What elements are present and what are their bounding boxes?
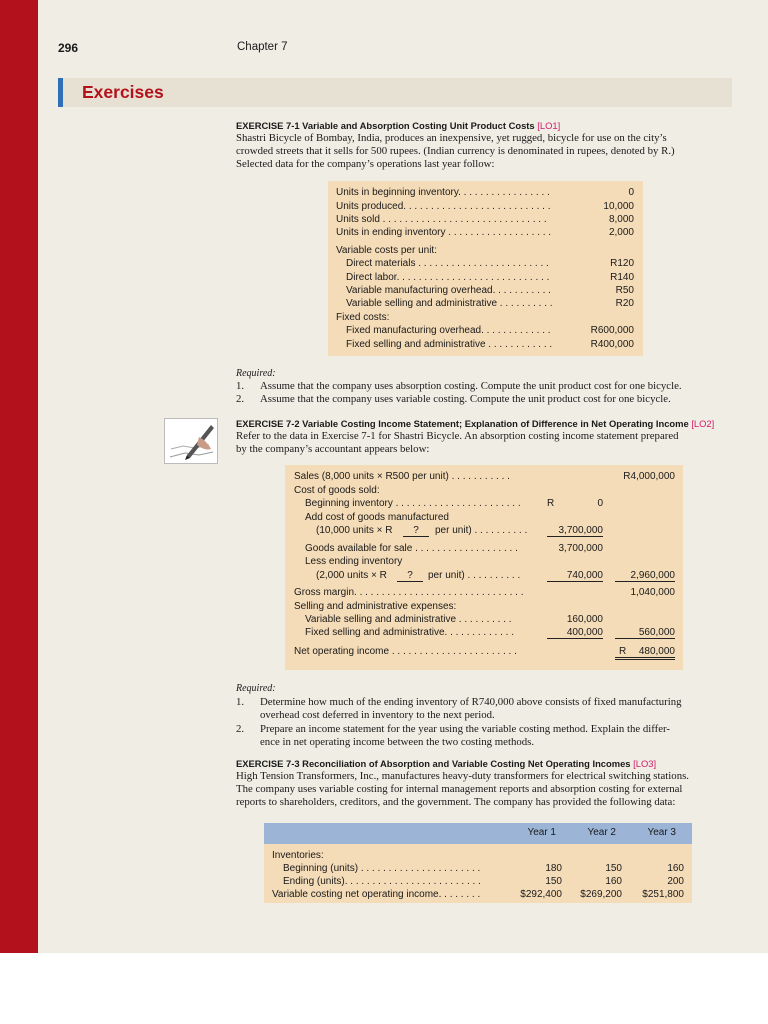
learning-objective-link[interactable]: [LO1] [537, 120, 561, 131]
paragraph-line: Shastri Bicycle of Bombay, India, produces an inexpensive, yet rugged, bicycle for use on the city’s [236, 132, 667, 144]
paragraph-line: Refer to the data in Exercise 7-1 for Shastri Bicycle. An absorption costing income statement prepared [236, 430, 679, 442]
data-row: Units in beginning inventory. . . . . . . . . . . . . . . . . 0 [336, 187, 634, 198]
table-row: Ending (units). . . . . . . . . . . . . . . . . . . . . . . . . 150 160 200 [283, 876, 684, 887]
learning-objective-link[interactable]: [LO2] [691, 418, 715, 429]
paragraph-line: crowded streets that it sells for 500 rupees. (Indian currency is denominated in rupees, denoted by R.) [236, 145, 675, 157]
bicycle-data-box [328, 181, 643, 356]
data-row: Variable selling and administrative . . . . . . . . . . R20 [346, 298, 634, 309]
section-banner [58, 78, 732, 107]
learning-objective-link[interactable]: [LO3] [633, 758, 657, 769]
exercise-7-1-heading [236, 120, 560, 131]
section-title: Exercises [82, 82, 164, 102]
data-row: Variable costs per unit: [336, 245, 437, 256]
banner-accent [58, 78, 63, 107]
data-row: Variable manufacturing overhead. . . . . . . . . . . R50 [346, 285, 634, 296]
data-row: Units produced. . . . . . . . . . . . . . . . . . . . . . . . . . . 10,000 [336, 201, 634, 212]
statement-value: 480,000 [615, 646, 675, 660]
table-header [264, 823, 692, 844]
exercise-7-2-title: EXERCISE 7-2 Variable Costing Income Statement; Explanation of Difference in Net Operating Income [236, 418, 689, 429]
data-row: Units in ending inventory . . . . . . . . . . . . . . . . . . . 2,000 [336, 227, 634, 238]
statement-value: 160,000 [566, 614, 603, 625]
exercise-7-2-heading [236, 418, 714, 429]
page-edge-bar [0, 0, 38, 953]
paragraph-line: reports to shareholders, creditors, and the government. The company has provided the following data: [236, 796, 676, 808]
page-number: 296 [58, 41, 79, 55]
column-header: Year 1 [527, 827, 556, 838]
statement-value: 3,700,000 [547, 525, 603, 537]
exercise-7-1-title: EXERCISE 7-1 Variable and Absorption Costing Unit Product Costs [236, 120, 535, 131]
data-row: Fixed costs: [336, 312, 390, 323]
table-row: Variable costing net operating income. . . . . . . . $292,400 $269,200 $251,800 [272, 889, 684, 900]
statement-value: R4,000,000 [623, 471, 675, 482]
table-row: Beginning (units) . . . . . . . . . . . . . . . . . . . . . . 180 150 160 [283, 863, 684, 874]
exercise-7-3-title: EXERCISE 7-3 Reconciliation of Absorption and Variable Costing Net Operating Incomes [236, 758, 631, 769]
transformer-data-table: Year 1 Year 2 Year 3 Inventories: Beginning (units) . . . . . . . . . . . . . . . . . . . . . . 180 150 160 Ending (units). . . . . . . . . . . . . . . . . . . . . . . . . 150 160 200 Variable costing net operating income. . . . . . . . $292,400 $269,200 $251,800 [264, 823, 692, 903]
required-label: Required: [236, 368, 276, 379]
exercise-7-1-intro [236, 132, 736, 171]
exercise-7-3-heading [236, 758, 656, 769]
textbook-page: 296 Chapter 7 Exercises EXERCISE 7-1 Variable and Absorption Costing Unit Product Costs [LO1] Shastri Bicycle of Bombay, India, produces an inexpensive, yet rugged, bicycle for use on the city’s crowded streets that it sells for 500 rupees. (Indian currency is denominated in rupees, denoted by R.) Selected data for the company’s operations last year follow: Units in beginning inventory. . . . . . . . . . . . . . . . . 0 Units produced. . . . . . . . . . . . . . . . . . . . . . . . . . . 10,000 Units sold . . . . . . . . . . . . . . . . . . . . . . . . . . . . . . 8,000 Units in ending inventory . . . . . . . . . . . . . . . . . . . 2,000 Variable costs per unit: Direct materials . . . . . . . . . . . . . . . . . . . . . . . . R120 Direct labor. . . . . . . . . . . . . . . . . . . . . . . . . . . . R140 Variable manufacturing overhead. . . . . . . . . . . R50 Variable selling and administrative . . . . . . . . . . R20 Fixed costs: Fixed manufacturing overhead. . . . . . . . . . . . . R600,000 Fixed selling and administrative . . . . . . . . . . . . R400,000 Required: 1. Assume that the company uses absorption costing. Compute the unit product cost for one bicycle. 2. Assume that the company uses variable costing. Compute the unit product cost for one bicycle. EXERCISE 7-2 Variable Costing Income Statement; Explanation of Difference in Net Operating Income [LO2] Refer to the data in Exercise 7-1 for Shastri Bicycle. An absorption costing income statement prepared by the company’s accountant appears below: Sales (8,000 units × R500 per unit) . . . . . . . . . . . R4,000,000 Cost of goods sold: Beginning inventory . . . . . . . . . . . . . . . . . . . . . . . R 0 Add cost of goods manufactured (10,000 units × R ? per unit) . . . . . . . . . . 3,700,000 Goods available for sale . . . . . . . . . . . . . . . . . . . 3,700,000 Less ending inventory (2,000 units × R ? per unit) . . . . . . . . . . 740,000 2,960,000 Gross margin. . . . . . . . . . . . . . . . . . . . . . . . . . . . . . . 1,040,000 Selling and administrative expenses: Variable selling and administrative . . . . . . . . . . 160,000 Fixed selling and administrative. . . . . . . . . . . . . 400,000 560,000 Net operating income . . . . . . . . . . . . . . . . . . . . . . . R 480,000 Required: 1. Determine how much of the ending inventory of R740,000 above consists of fixed manufacturing overhead cost deferred in inventory to the next period. 2. Prepare an income statement for the year using the variable costing method. Explain the differ- ence in net operating income between the two costing methods. EXERCISE 7-3 Reconciliation of Absorption and Variable Costing Net Operating Incomes [LO3] High Tension Transformers, Inc., manufactures heavy-duty transformers for electrical switching stations. The company uses variable costing for internal management reports and absorption costing for external reports to shareholders, creditors, and the government. The company has provided the following data: Year 1 Year 2 Year 3 Inventories: Beginning (units) . . . . . . . . . . . . . . . . . . . . . . 180 150 160 Ending (units). . . . . . . . . . . . . . . . . . . . . . . . . 150 160 200 Variable costing net operating income. . . . . . . . $292,400 $269,200 $251,800 [0, 0, 768, 953]
paragraph-line: by the company’s accountant appears below: [236, 443, 430, 455]
column-header: Year 2 [587, 827, 616, 838]
exercise-7-2-intro [236, 430, 736, 456]
income-statement-box: Sales (8,000 units × R500 per unit) . . . . . . . . . . . R4,000,000 Cost of goods sold: Beginning inventory . . . . . . . . . . . . . . . . . . . . . . . R 0 Add cost of goods manufactured (10,000 units × R ? per unit) . . . . . . . . . . 3,700,000 Goods available for sale . . . . . . . . . . . . . . . . . . . 3,700,000 Less ending inventory (2,000 units × R ? per unit) . . . . . . . . . . 740,000 2,960,000 Gross margin. . . . . . . . . . . . . . . . . . . . . . . . . . . . . . . 1,040,000 Selling and administrative expenses: Variable selling and administrative . . . . . . . . . . 160,000 Fixed selling and administrative. . . . . . . . . . . . . 400,000 560,000 Net operating income . . . . . . . . . . . . . . . . . . . . . . . R 480,000 [285, 465, 683, 670]
required-label: Required: [236, 683, 276, 694]
statement-value: 0 [597, 498, 603, 509]
data-row: Units sold . . . . . . . . . . . . . . . . . . . . . . . . . . . . . . 8,000 [336, 214, 634, 225]
currency-sign: R [619, 646, 627, 657]
statement-value: 400,000 [547, 627, 603, 639]
statement-value: 1,040,000 [630, 587, 675, 598]
paragraph-line: High Tension Transformers, Inc., manufactures heavy-duty transformers for electrical switching stations. [236, 770, 689, 782]
paragraph-line: The company uses variable costing for internal management reports and absorption costing for external [236, 783, 683, 795]
column-header: Year 3 [647, 827, 676, 838]
blank-answer: ? [397, 570, 423, 582]
paragraph-line: Selected data for the company’s operations last year follow: [236, 158, 495, 170]
data-row: Fixed manufacturing overhead. . . . . . . . . . . . . R600,000 [346, 325, 634, 336]
data-row: Direct materials . . . . . . . . . . . . . . . . . . . . . . . . R120 [346, 258, 634, 269]
statement-value: 560,000 [615, 627, 675, 639]
blank-answer: ? [403, 525, 429, 537]
pen-writing-icon [164, 418, 218, 464]
statement-value: 3,700,000 [558, 543, 603, 554]
chapter-label: Chapter 7 [237, 41, 288, 53]
exercise-7-3-intro [236, 770, 736, 809]
currency-sign: R [547, 498, 555, 509]
statement-value: 2,960,000 [615, 570, 675, 582]
data-row: Fixed selling and administrative . . . . . . . . . . . . R400,000 [346, 339, 634, 350]
statement-value: 740,000 [547, 570, 603, 582]
data-row: Direct labor. . . . . . . . . . . . . . . . . . . . . . . . . . . . R140 [346, 272, 634, 283]
